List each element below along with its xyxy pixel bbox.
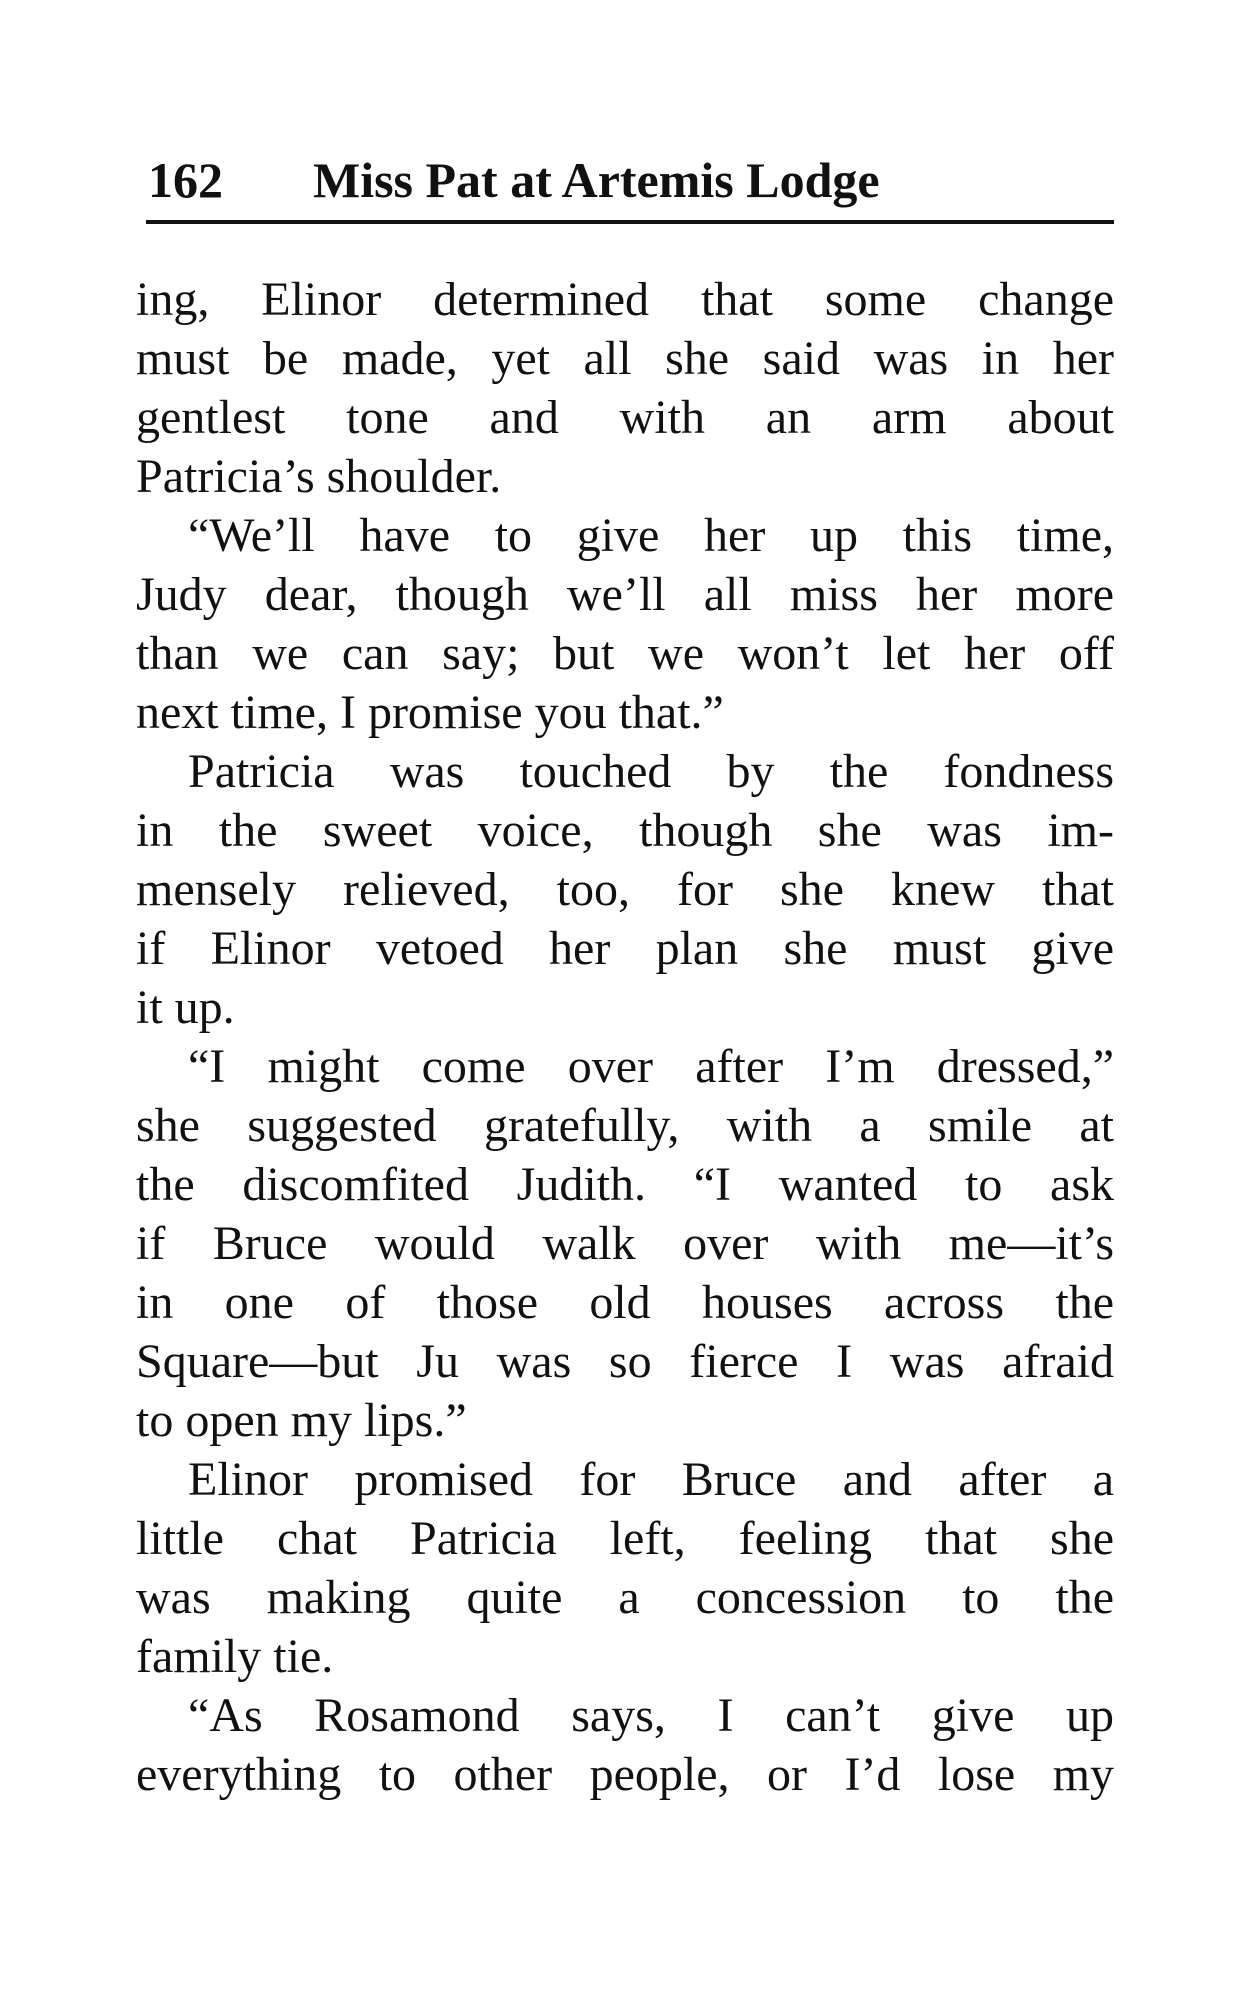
paragraph-first-line: Elinor promised for Bruce and after a xyxy=(188,1453,1114,1506)
text-line: everything to other people, or I’d lose my xyxy=(136,1748,1114,1801)
paragraph-first-line: “We’ll have to give her up this time, xyxy=(188,509,1114,562)
text-line: in one of those old houses across the xyxy=(136,1276,1114,1329)
text-line: next time, I promise you that.” xyxy=(136,686,724,739)
text-line: Patricia’s shoulder. xyxy=(136,450,502,503)
book-title: Miss Pat at Artemis Lodge xyxy=(313,152,880,208)
text-line: was making quite a concession to the xyxy=(136,1571,1114,1624)
text-line: ing, Elinor determined that some change xyxy=(136,273,1114,326)
text-line: Square—but Ju was so fierce I was afraid xyxy=(136,1335,1114,1388)
text-line: it up. xyxy=(136,981,235,1034)
text-line: the discomfited Judith. “I wanted to ask xyxy=(136,1158,1114,1211)
page-number: 162 xyxy=(148,152,223,208)
text-line: must be made, yet all she said was in her xyxy=(136,332,1114,385)
running-head xyxy=(148,150,1114,210)
paragraph-first-line: “As Rosamond says, I can’t give up xyxy=(188,1689,1114,1742)
text-line: than we can say; but we won’t let her off xyxy=(136,627,1114,680)
paragraph-first-line: Patricia was touched by the fondness xyxy=(188,745,1114,798)
text-line: if Bruce would walk over with me—it’s xyxy=(136,1217,1114,1270)
text-line: little chat Patricia left, feeling that she xyxy=(136,1512,1114,1565)
body-text xyxy=(136,270,1114,1804)
text-line: to open my lips.” xyxy=(136,1394,467,1447)
text-line: in the sweet voice, though she was im- xyxy=(136,804,1114,857)
text-line: mensely relieved, too, for she knew that xyxy=(136,863,1114,916)
text-line: if Elinor vetoed her plan she must give xyxy=(136,922,1114,975)
header-rule xyxy=(146,220,1114,224)
paragraph-first-line: “I might come over after I’m dressed,” xyxy=(188,1040,1114,1093)
text-line: Judy dear, though we’ll all miss her more xyxy=(136,568,1114,621)
text-line: family tie. xyxy=(136,1630,334,1683)
text-line: she suggested gratefully, with a smile at xyxy=(136,1099,1114,1152)
text-line: gentlest tone and with an arm about xyxy=(136,391,1114,444)
